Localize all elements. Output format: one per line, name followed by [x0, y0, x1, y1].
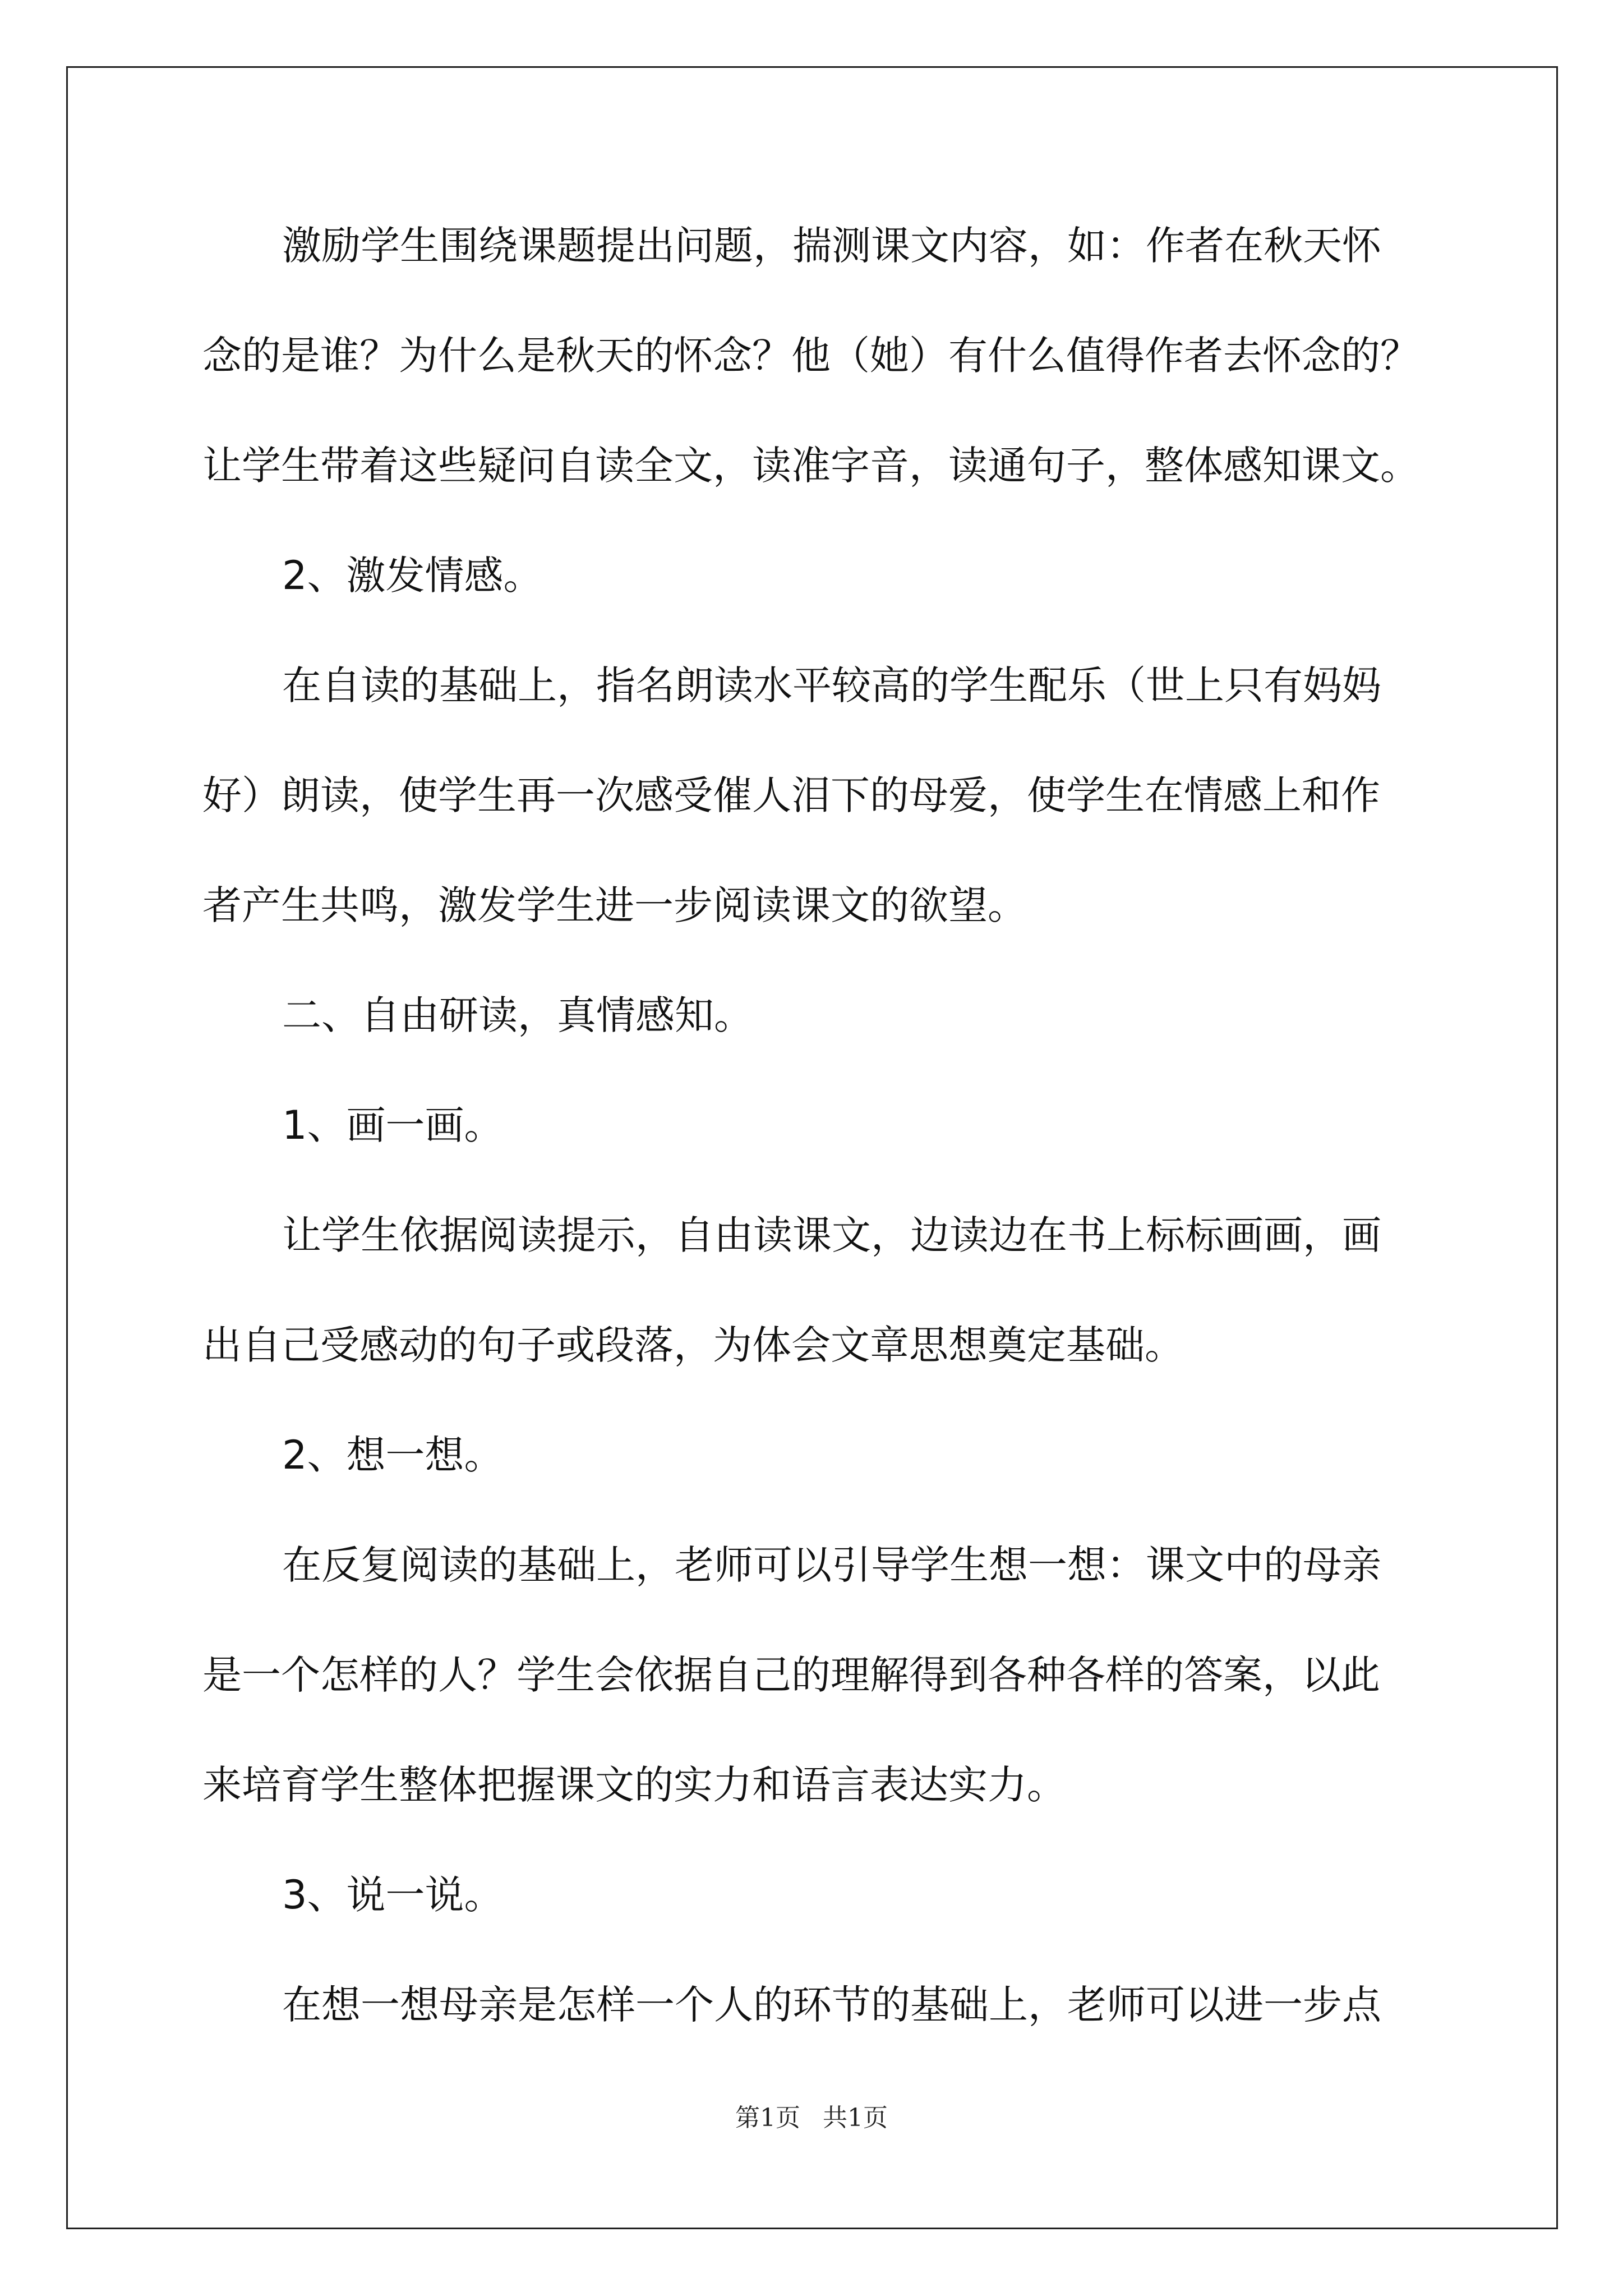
section-heading: 2、想一想。 — [282, 1432, 504, 1478]
section-heading: 3、说一说。 — [282, 1872, 504, 1918]
paragraph-line: 是一个怎样的人？学生会依据自己的理解得到各种各样的答案，以此 — [202, 1652, 1380, 1698]
paragraph-line: 者产生共鸣，激发学生进一步阅读课文的欲望。 — [202, 882, 1027, 928]
section-heading: 1、画一画。 — [282, 1102, 504, 1148]
page-footer — [0, 2101, 1623, 2135]
section-heading: 二、自由研读，真情感知。 — [282, 992, 753, 1038]
paragraph-line: 让学生依据阅读提示，自由读课文，边读边在书上标标画画，画 — [282, 1212, 1381, 1258]
paragraph-line: 在反复阅读的基础上，老师可以引导学生想一想：课文中的母亲 — [282, 1542, 1381, 1588]
paragraph-line: 念的是谁？为什么是秋天的怀念？他（她）有什么值得作者去怀念的？ — [202, 333, 1419, 379]
paragraph-line: 让学生带着这些疑问自读全文，读准字音，读通句子，整体感知课文。 — [202, 443, 1419, 489]
paragraph-line: 激励学生围绕课题提出问题，揣测课文内容，如：作者在秋天怀 — [282, 223, 1381, 269]
page-number-total: 共1页 — [823, 2104, 888, 2132]
paragraph-line: 来培育学生整体把握课文的实力和语言表达实力。 — [202, 1762, 1066, 1808]
paragraph-line: 在自读的基础上，指名朗读水平较高的学生配乐（世上只有妈妈 — [282, 662, 1381, 708]
paragraph-line: 出自己受感动的句子或段落，为体会文章思想奠定基础。 — [202, 1322, 1184, 1368]
paragraph-line: 好）朗读，使学生再一次感受催人泪下的母爱，使学生在情感上和作 — [202, 772, 1380, 818]
paragraph-line: 在想一想母亲是怎样一个人的环节的基础上，老师可以进一步点 — [282, 1982, 1381, 2028]
section-heading: 2、激发情感。 — [282, 553, 543, 599]
page-number-current: 第1页 — [735, 2104, 800, 2132]
